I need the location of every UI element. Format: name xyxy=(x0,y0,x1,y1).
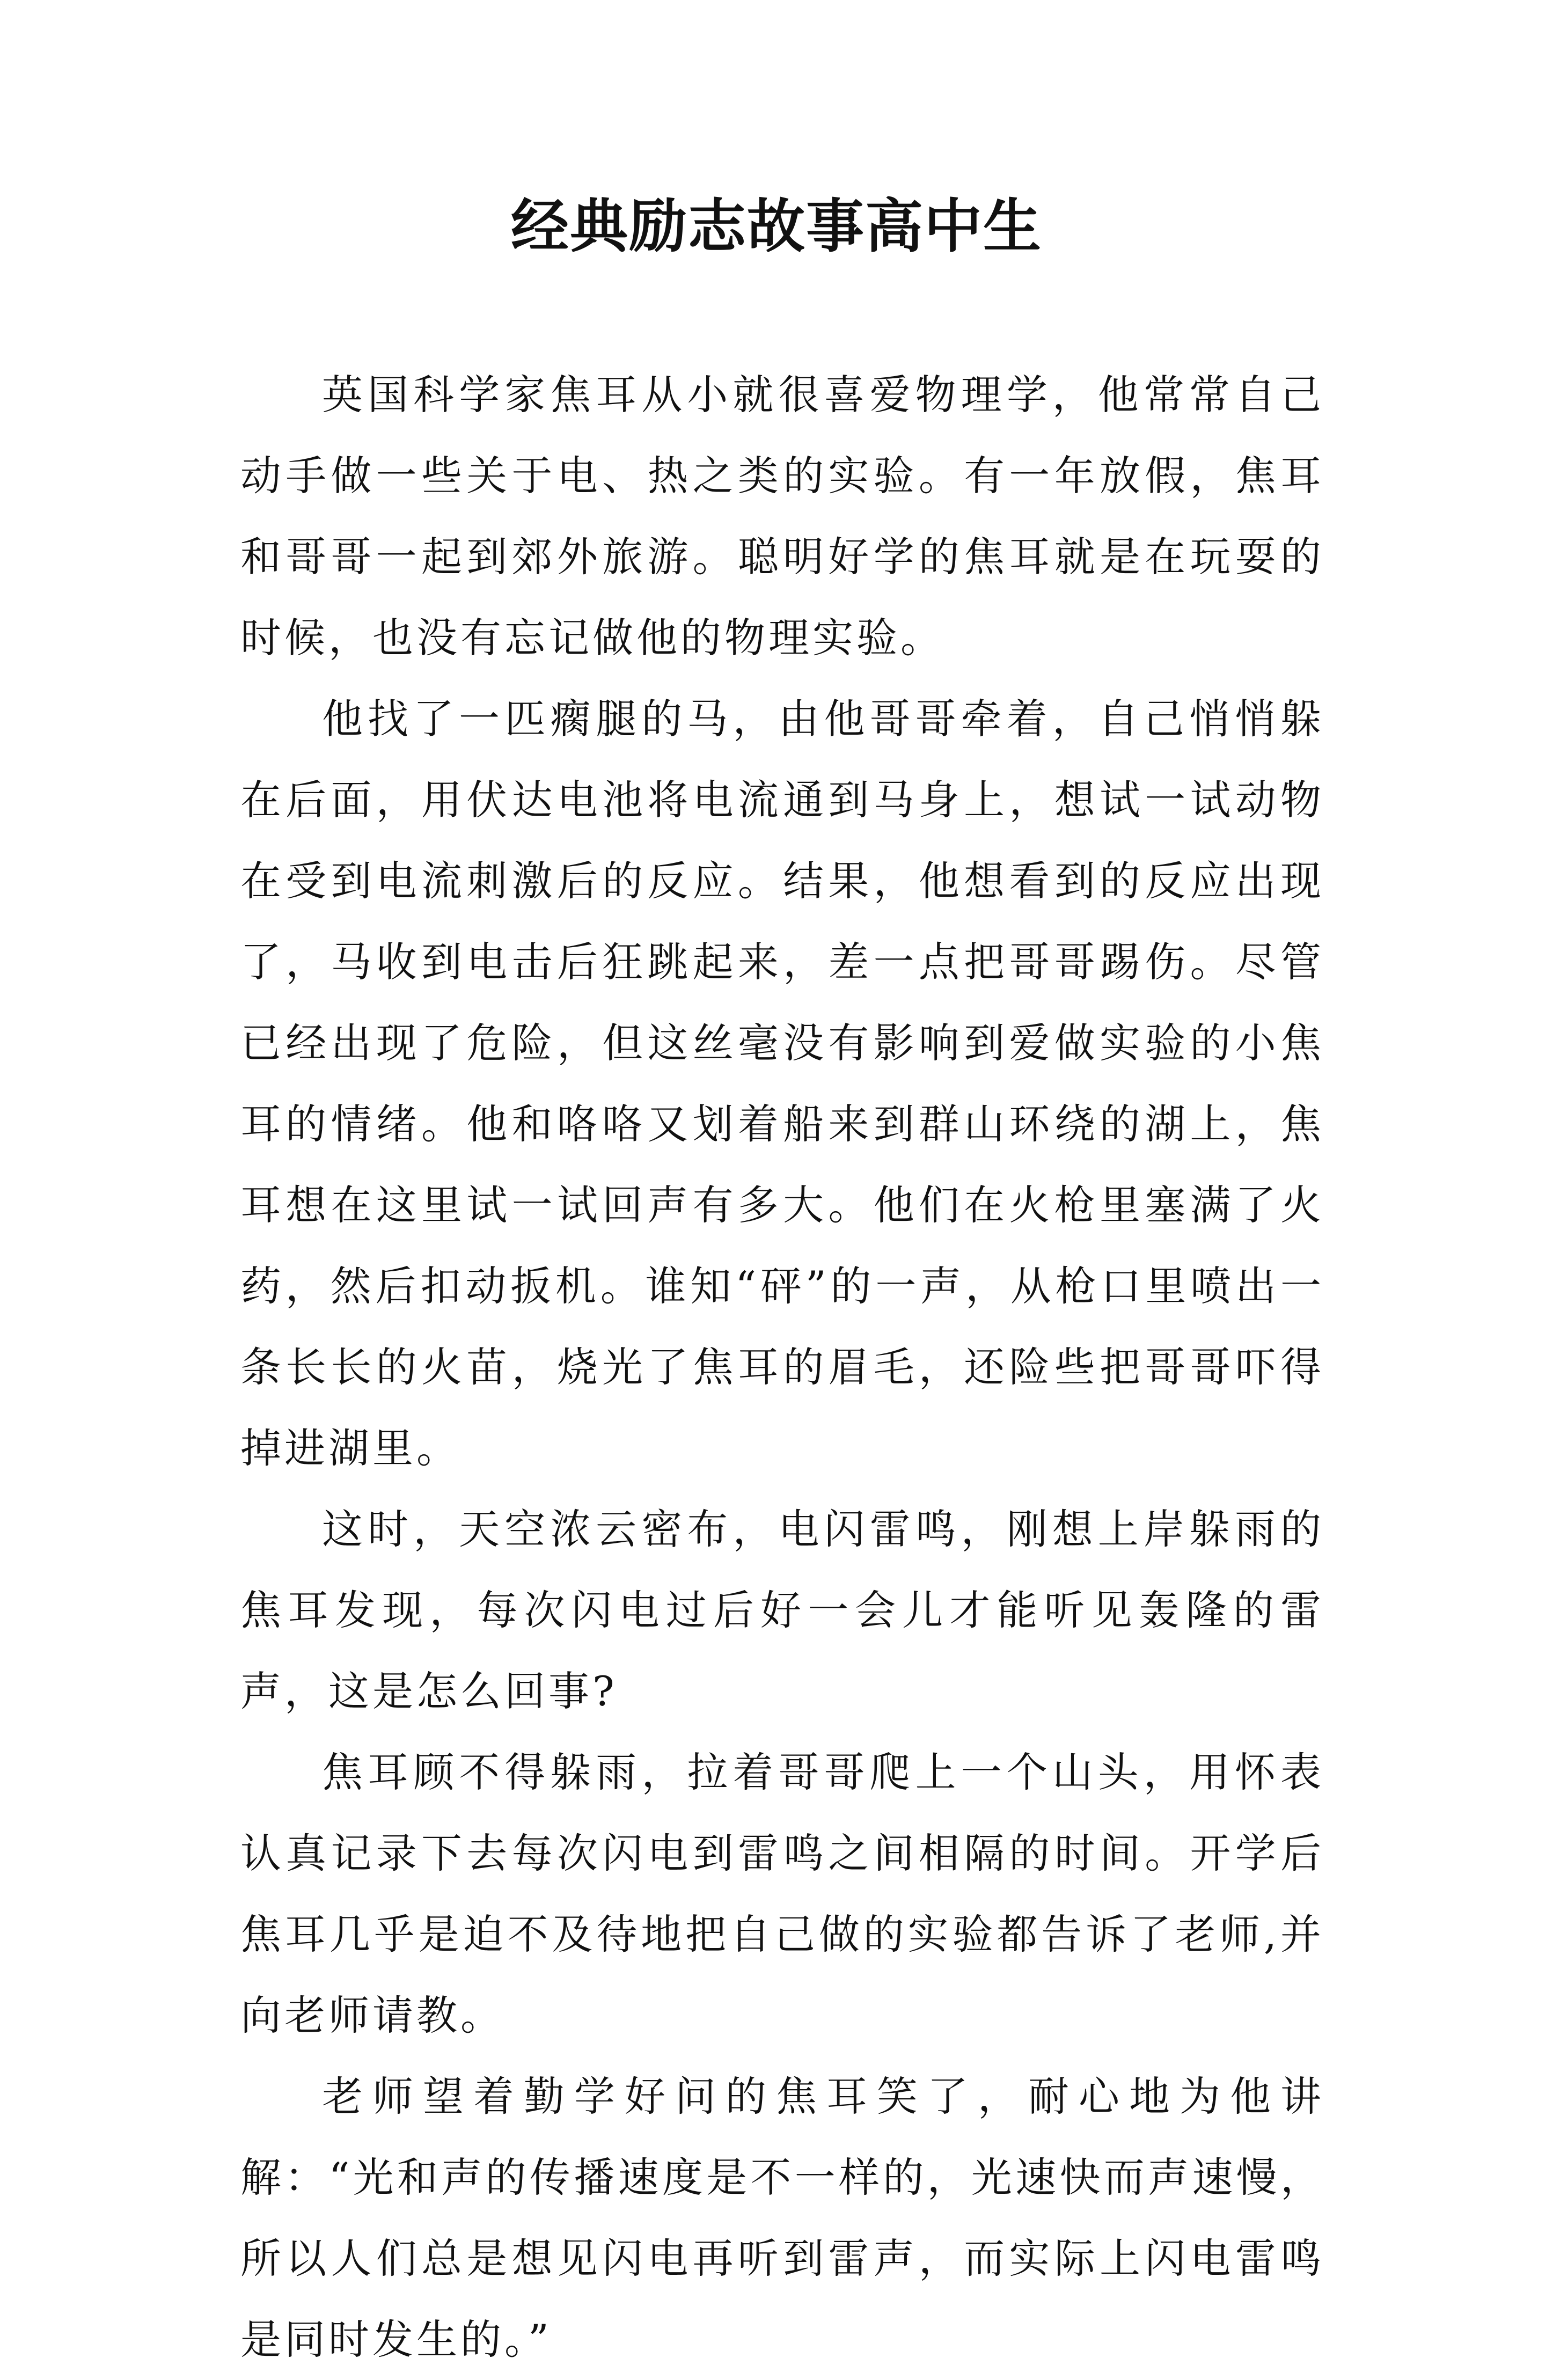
paragraph-1: 英国科学家焦耳从小就很喜爱物理学，他常常自己动手做一些关于电、热之类的实验。有一年放假，焦耳和哥哥一起到郊外旅游。聪明好学的焦耳就是在玩耍的时候，也没有忘记做他的物理实验。 xyxy=(240,371,1324,662)
document-title: 经典励志故事高中生 xyxy=(510,193,1042,260)
document-body xyxy=(240,354,1324,2380)
paragraph-2: 他找了一匹瘸腿的马，由他哥哥牵着，自己悄悄躲在后面，用伏达电池将电流通到马身上，想试一试动物在受到电流刺激后的反应。结果，他想看到的反应出现了，马收到电击后狂跳起来，差一点把哥哥踢伤。尽管已经出现了危险，但这丝毫没有影响到爱做实验的小焦耳的情绪。他和咯咯又划着船来到群山环绕的湖上，焦耳想在这里试一试回声有多大。他们在火枪里塞满了火药，然后扣动扳机。谁知“砰”的一声，从枪口里喷出一条长长的火苗，烧光了焦耳的眉毛，还险些把哥哥吓得掉进湖里。 xyxy=(240,695,1324,1472)
paragraph-5: 老师望着勤学好问的焦耳笑了，耐心地为他讲解：“光和声的传播速度是不一样的，光速快而声速慢，所以人们总是想见闪电再听到雷声，而实际上闪电雷鸣是同时发生的。” xyxy=(240,2073,1324,2363)
paragraph-4: 焦耳顾不得躲雨，拉着哥哥爬上一个山头，用怀表认真记录下去每次闪电到雷鸣之间相隔的时间。开学后焦耳几乎是迫不及待地把自己做的实验都告诉了老师,并向老师请教。 xyxy=(240,1748,1324,2039)
paragraph-3: 这时，天空浓云密布，电闪雷鸣，刚想上岸躲雨的焦耳发现，每次闪电过后好一会儿才能听见轰隆的雷声，这是怎么回事? xyxy=(240,1505,1324,1715)
